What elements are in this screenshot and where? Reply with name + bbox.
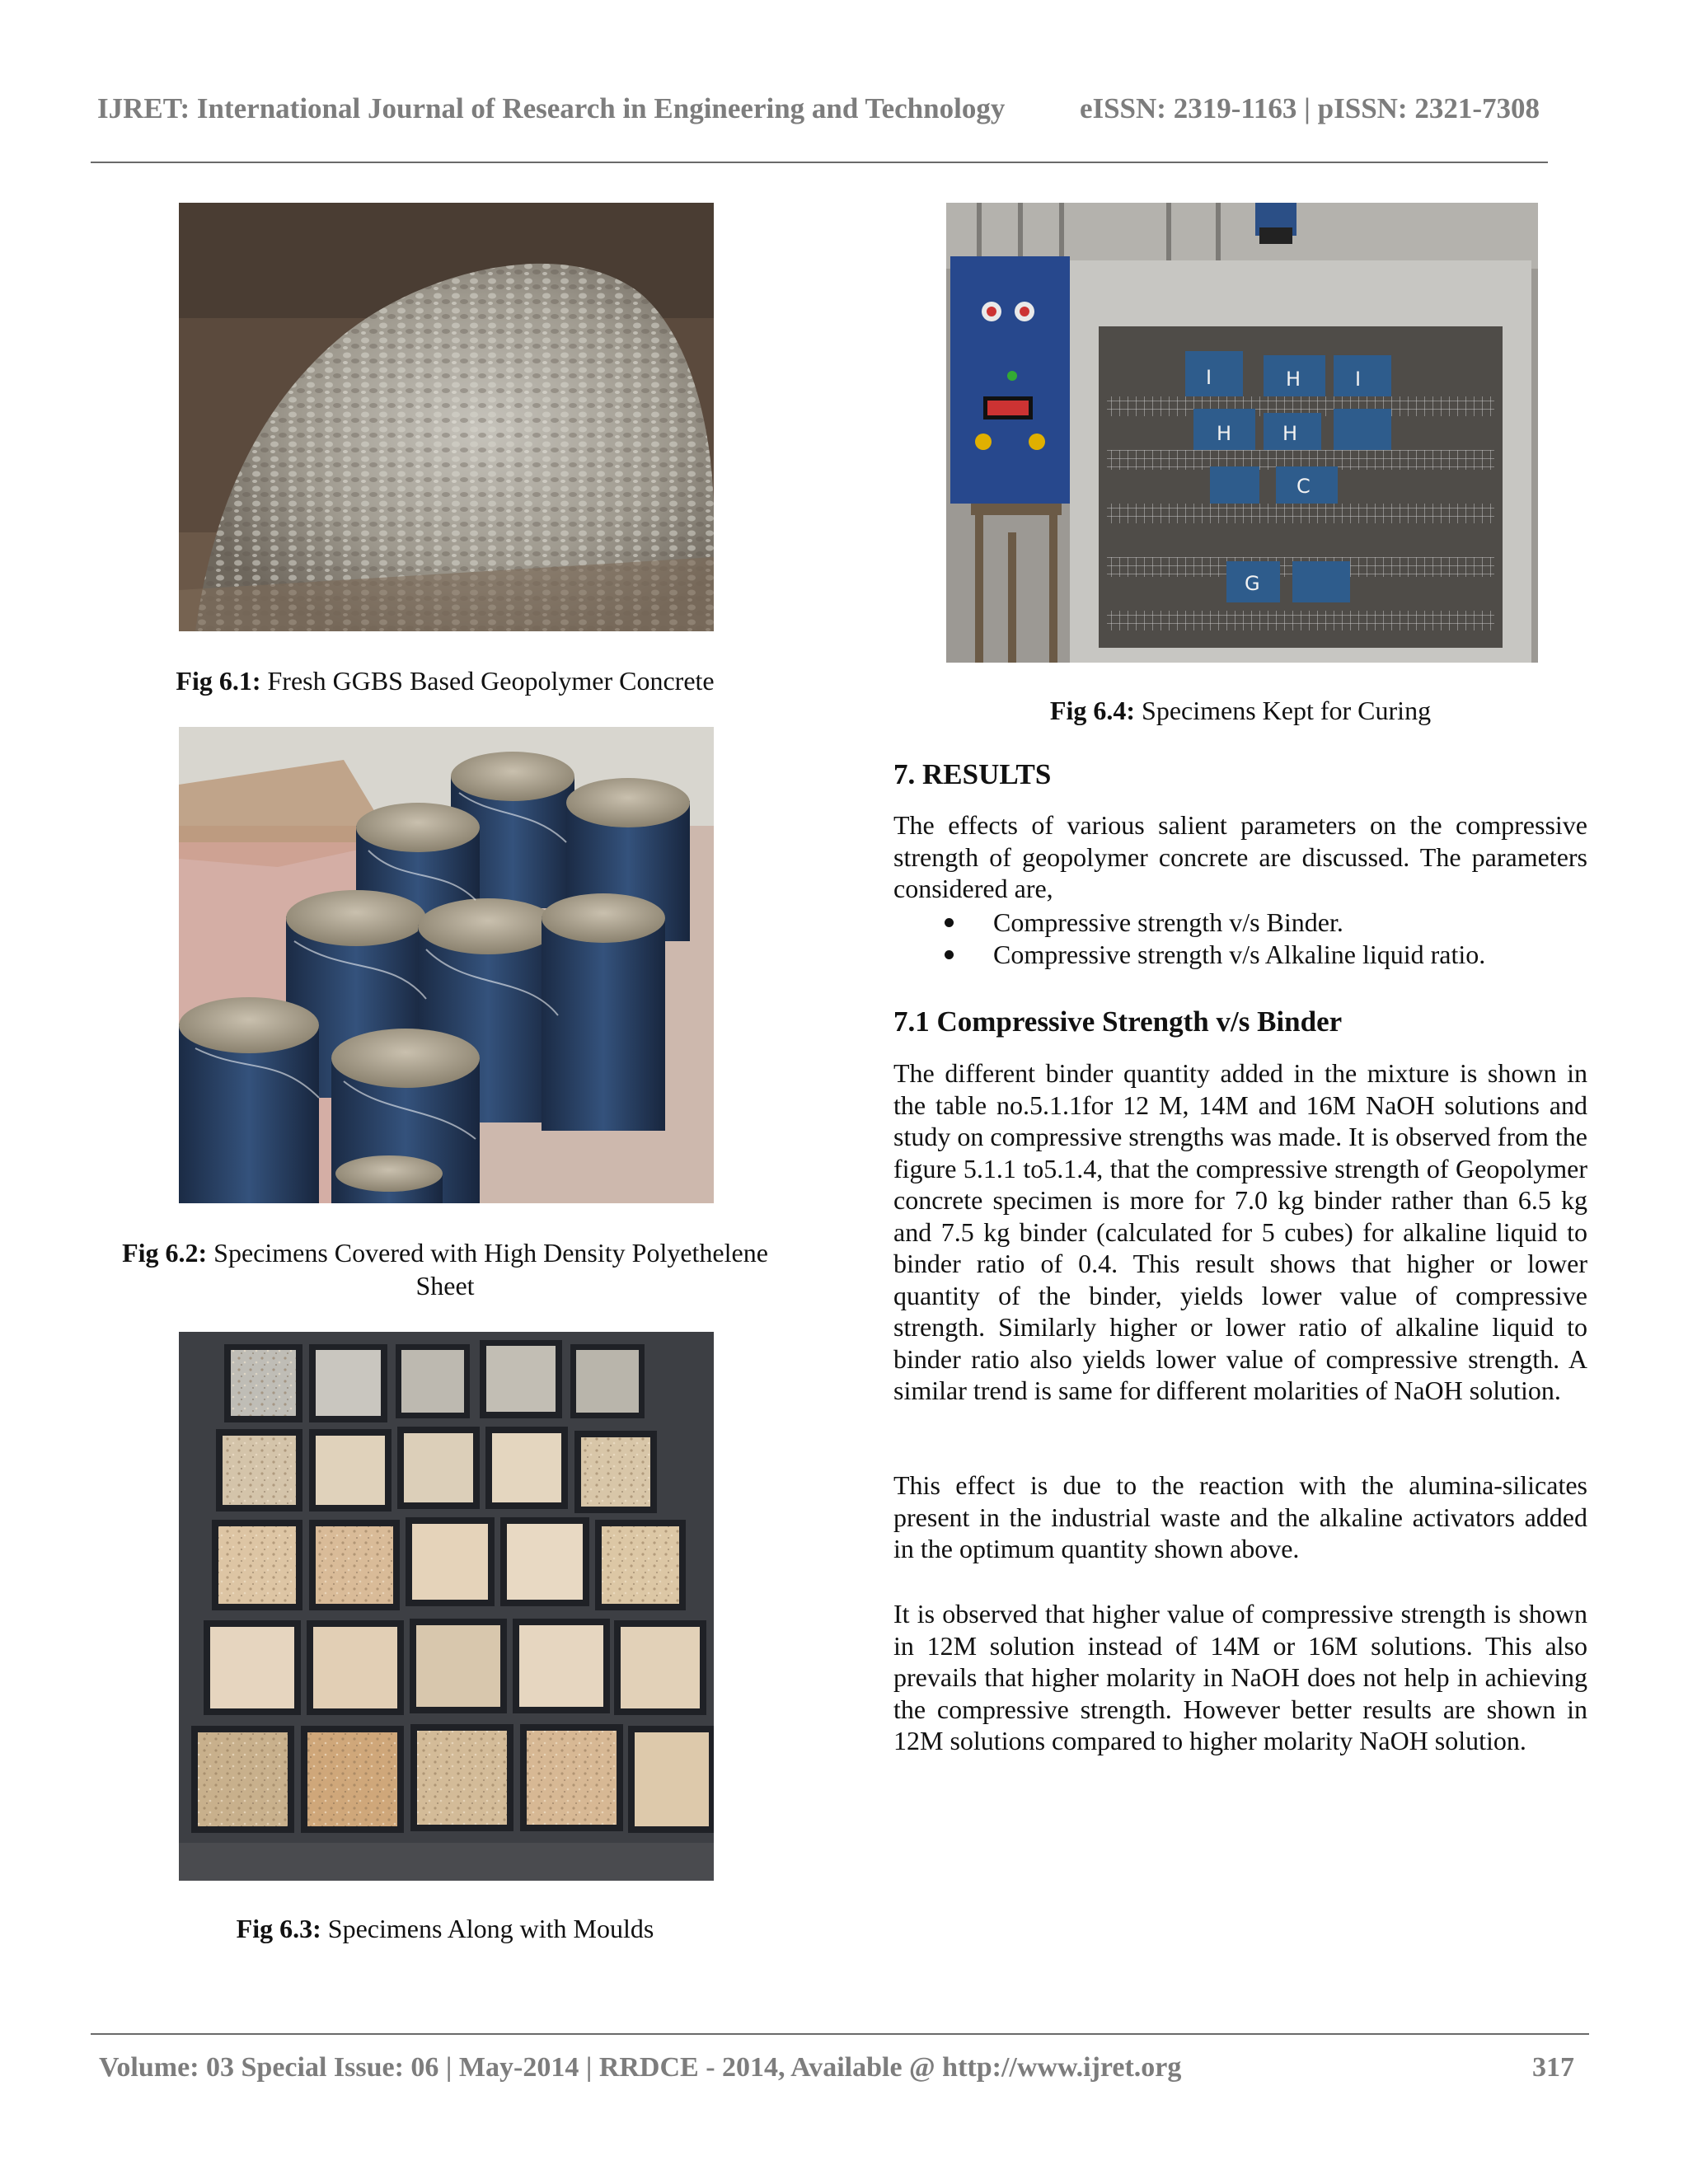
volume-info: Volume: 03 Special Issue: 06 | May-2014 | RRDCE - 2014, Available @ http://www.ijret.org — [99, 2052, 1182, 2083]
list-item — [893, 907, 1587, 939]
bullet-icon — [945, 918, 954, 927]
fig-6-1-photo — [179, 203, 714, 631]
results-heading: 7. RESULTS — [893, 758, 1052, 790]
results-intro: The effects of various salient parameters on the compressive strength of geopolymer concrete are discussed. The parameters considered are, — [893, 810, 1587, 903]
bullet-text: Compressive strength v/s Binder. — [993, 907, 1343, 937]
parameter-list — [893, 907, 1587, 971]
oven-tag-4: H — [1217, 422, 1232, 445]
footer-divider — [91, 2033, 1589, 2035]
fig-6-1-caption — [107, 664, 783, 697]
header-divider — [91, 162, 1548, 163]
journal-name: IJRET: International Journal of Research in Engineering and Technology — [97, 92, 1006, 124]
fig-6-1-label: Fig 6.1: — [176, 666, 261, 696]
running-header — [97, 92, 1540, 142]
fig-6-2-caption — [91, 1236, 799, 1302]
fig-6-2-label: Fig 6.2: — [122, 1238, 208, 1268]
bullet-icon — [945, 950, 954, 959]
oven-tag-2: H — [1286, 368, 1301, 391]
section-7-1-para-3: It is observed that higher value of compressive strength is shown in 12M solution instead of 14M or 16M solutions. This also prevails that higher molarity in NaOH does not help in achieving the compressive strength. However better results are shown in 12M solutions compared to higher molarity NaOH solution. — [893, 1599, 1587, 1755]
oven-tag-7: G — [1245, 572, 1260, 595]
section-7-1-heading: 7.1 Compressive Strength v/s Binder — [893, 1005, 1343, 1038]
running-footer — [99, 2052, 1574, 2093]
fig-6-2-text: Specimens Covered with High Density Polyethelene Sheet — [213, 1238, 768, 1301]
fig-6-3-label: Fig 6.3: — [236, 1914, 321, 1943]
list-item — [893, 939, 1587, 971]
oven-tag-6: C — [1296, 475, 1311, 498]
oven-tag-1: I — [1206, 366, 1212, 389]
page-number: 317 — [1532, 2052, 1574, 2083]
fig-6-3-caption — [107, 1912, 783, 1945]
fig-6-4-label: Fig 6.4: — [1049, 696, 1136, 725]
fig-6-4-photo — [946, 203, 1538, 663]
fig-6-3-photo — [179, 1332, 714, 1881]
section-7-1-para-1: The different binder quantity added in the mixture is shown in the table no.5.1.1for 12 M, 14M and 16M NaOH solutions and study on compressive strengths was made. It is observed from the figure 5.1.1 to5.1.4, that the compressive strength of Geopolymer concrete specimen is more for 7.0 kg binder rather than 6.5 kg and 7.5 kg binder (calculated for 5 cubes) for alkaline liquid to binder ratio of 0.4. This result shows that higher or lower quantity of the binder, yields lower value of compressive strength. Similarly higher or lower ratio of alkaline liquid to binder ratio also yields lower value of compressive strength. A similar trend is same for different molarities of NaOH solution. — [893, 1058, 1587, 1405]
cube-moulds-image — [179, 1332, 714, 1881]
cube-grid — [191, 1340, 714, 1833]
fig-6-3-text: Specimens Along with Moulds — [327, 1914, 654, 1943]
fig-6-4-text: Specimens Kept for Curing — [1142, 696, 1432, 725]
wrapped-cylinders-image — [179, 727, 714, 1203]
section-7-1-para-2: This effect is due to the reaction with the alumina-silicates present in the industrial waste and the alkaline activators added in the optimum quantity shown above. — [893, 1470, 1587, 1563]
fig-6-2-photo — [179, 727, 714, 1203]
concrete-heap-image — [179, 203, 714, 631]
oven-tag-3: I — [1355, 368, 1362, 391]
bullet-text: Compressive strength v/s Alkaline liquid ratio. — [993, 940, 1486, 969]
oven-tag-5: H — [1282, 422, 1298, 445]
issn-numbers: eISSN: 2319-1163 | pISSN: 2321-7308 — [1079, 92, 1540, 124]
fig-6-4-caption — [907, 694, 1574, 727]
fig-6-1-text: Fresh GGBS Based Geopolymer Concrete — [267, 666, 715, 696]
curing-oven-image — [946, 203, 1538, 663]
